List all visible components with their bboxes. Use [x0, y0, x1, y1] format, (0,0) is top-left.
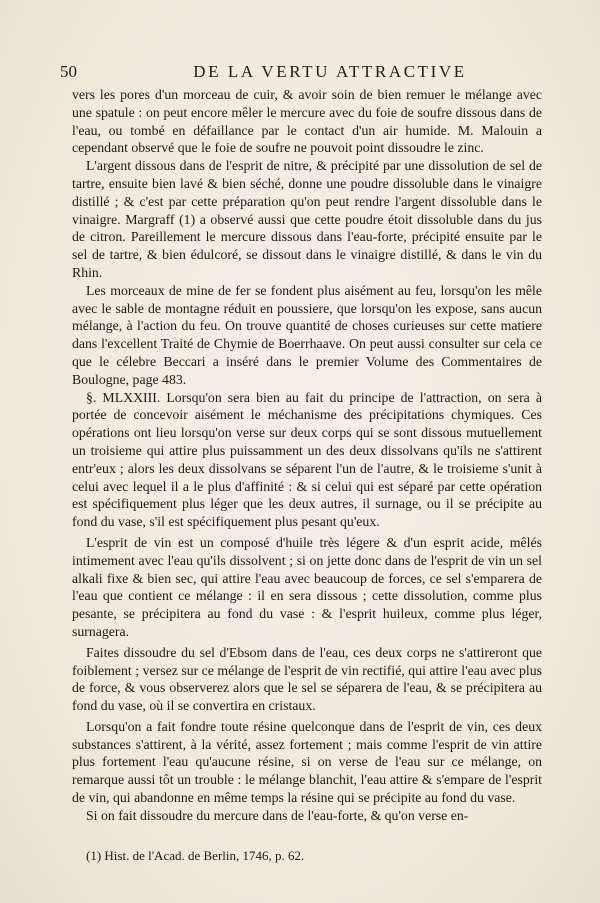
running-head: DE LA VERTU ATTRACTIVE	[193, 62, 467, 81]
page-number: 50	[60, 62, 77, 81]
paragraph: L'argent dissous dans de l'esprit de nitre, & précipité par une dissolution de sel de tartre, ensuite bien lavé & bien séché, donne une poudre dissoluble dans le vinaigre distillé ; & c'est par cette préparation qu'on peut rendre l'argent dissoluble dans le vinaigre. Margraff (1) a observé aussi que cette poudre étoit dissoluble dans du jus de citron. Pareillement le mercure dissous dans l'eau-forte, précipité ensuite par le sel de tartre, & bien édulcoré, se dissout dans le vinaigre distillé, & dans le vin du Rhin.	[72, 158, 542, 280]
paragraph: vers les pores d'un morceau de cuir, & avoir soin de bien remuer le mélange avec une spatule : on peut encore mêler le mercure avec du foie de soufre dissous dans de l'eau, ou tombé en défaillance par le contact d'un air humide. M. Malouin a cependant observé que le foie de soufre ne pouvoit point dissoudre le zinc.	[72, 87, 542, 156]
paragraph: Lorsqu'on a fait fondre toute résine quelconque dans de l'esprit de vin, ces deux substances s'attirent, à la vérité, assez fortement ; mais comme l'esprit de vin attire plus fortement l'eau qu'aucune résine, si on verse de l'eau sur ce mélange, on remarque aussi tôt un trouble : le mélange blanchit, l'eau attire & s'empare de l'esprit de vin, qui abandonne en même temps la résine qui se précipite au fond du vase.	[72, 718, 542, 806]
page-header	[60, 62, 560, 84]
paragraph: Si on fait dissoudre du mercure dans de l'eau-forte, & qu'on verse en-	[86, 807, 469, 823]
paragraph: L'esprit de vin est un composé d'huile très légere & d'un esprit acide, mêlés intimement avec l'eau qu'ils dissolvent ; si on jette donc dans de l'esprit de vin un sel alkali fixe & bien sec, qui attire l'eau avec beaucoup de forces, ce sel s'emparera de l'eau que contient ce mélange : il en sera dissous ; cette dissolution, comme plus pesante, se précipitera au fond du vase : & l'esprit huileux, comme plus léger, surnagera.	[72, 534, 542, 639]
paragraph: Faites dissoudre du sel d'Ebsom dans de l'eau, ces deux corps ne s'attireront que foiblement ; versez sur ce mélange de l'esprit de vin rectifié, qui attire l'eau avec plus de force, & vous observerez alors que le sel se séparera de l'eau, & se précipitera au fond du vase, où il se convertira en cristaux.	[72, 644, 542, 714]
footnote: (1) Hist. de l'Acad. de Berlin, 1746, p. 62.	[86, 848, 305, 863]
paragraph: Les morceaux de mine de fer se fondent plus aisément au feu, lorsqu'on les mêle avec le sable de montagne réduit en poussiere, que lorsqu'on les expose, sans aucun mélange, à l'action du feu. On trouve quantité de choses curieuses sur cette matiere dans l'excellent Traité de Chymie de Boerrhaave. On peut aussi consulter sur cela ce que le célebre Beccari a inséré dans le premier Volume des Commentaires de Boulogne, page 483.	[72, 282, 542, 387]
paragraph-section-mlxxiii: §. MLXXIII. Lorsqu'on sera bien au fait du principe de l'attraction, on sera à portée de concevoir aisément le méchanisme des précipitations chymiques. Ces opérations ont lieu lorsqu'on verse sur deux corps qui se sont dissous mutuellement un troisieme qui attire plus puissamment un des deux dissolvans qu'ils ne s'attirent entr'eux ; alors les deux dissolvans se séparent l'un de l'autre, & le troisieme s'unit à celui avec lequel il a le plus d'affinité : & si celui qui est séparé par cette opération est spécifiquement plus léger que les deux autres, il surnage, ou il se précipite au fond du vase, s'il est spécifiquement plus pesant qu'eux.	[72, 389, 542, 530]
body-text	[72, 86, 542, 825]
